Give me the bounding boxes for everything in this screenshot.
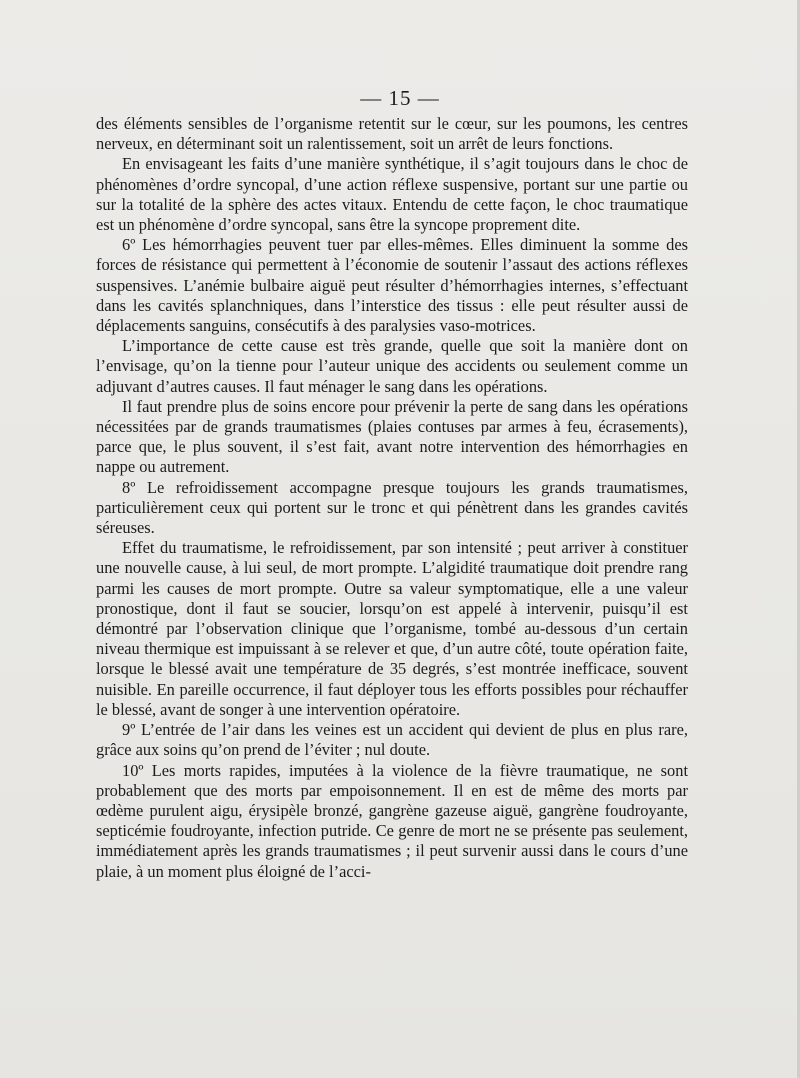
paragraph-hemorrhagies: 6º Les hémorrhagies peuvent tuer par elles-mêmes. Elles diminuent la somme des forces de résistance qui permettent à l’économie de soutenir l’assaut des actions réflexes suspensives. L’anémie bulbaire aiguë peut résulter d’hémorrhagies internes, s’effectuant dans les cavités splanchniques, dans l’interstice des tissus : elle peut résulter aussi de déplacements sanguins, consécutifs à des paralysies vaso-motrices. xyxy=(96,235,688,336)
paragraph-importance-cause: L’importance de cette cause est très grande, quelle que soit la manière dont on l’envisage, qu’on la tienne pour l’auteur unique des accidents ou seulement comme un adjuvant d’autres causes. Il faut ménager le sang dans les opérations. xyxy=(96,336,688,396)
paragraph-morts-rapides: 10º Les morts rapides, imputées à la violence de la fièvre traumatique, ne sont probablement que des morts par empoisonnement. Il en est de même des morts par œdème purulent aigu, érysipèle bronzé, gangrène gazeuse aiguë, gangrène foudroyante, septicémie foudroyante, infection putride. Ce genre de mort ne se présente pas seulement, immédiatement après les grands traumatismes ; il peut survenir aussi dans le cours d’une plaie, à un moment plus éloigné de l’acci- xyxy=(96,760,688,881)
body-text xyxy=(96,114,688,882)
paragraph-perte-de-sang: Il faut prendre plus de soins encore pour prévenir la perte de sang dans les opérations nécessitées par de grands traumatismes (plaies contuses par armes à feu, écrasements), parce que, le plus souvent, il s’est fait, avant notre intervention des hémorrhagies en nappe ou autrement. xyxy=(96,396,688,477)
page-number: — 15 — xyxy=(360,86,440,110)
paragraph-algidite-traumatique: Effet du traumatisme, le refroidissement, par son intensité ; peut arriver à constituer une nouvelle cause, à lui seul, de mort prompte. L’algidité traumatique doit prendre rang parmi les causes de mort prompte. Outre sa valeur symptomatique, elle a une valeur pronostique, dont il faut se soucier, lorsqu’on est appelé à intervenir, puisqu’il est démontré par l’observation clinique que l’organisme, tombé au-dessous d’un certain niveau thermique est impuissant à se relever et que, d’un autre côté, toute opération faite, lorsque le blessé avait une température de 35 degrés, s’est montrée inefficace, souvent nuisible. En pareille occurrence, il faut déployer tous les efforts possibles pour réchauffer le blessé, avant de songer à une intervention opératoire. xyxy=(96,538,688,719)
paragraph-continuation: des éléments sensibles de l’organisme retentit sur le cœur, sur les poumons, les centres nerveux, en déterminant soit un ralentissement, soit un arrêt de leurs fonctions. xyxy=(96,114,688,154)
paragraph-entree-air: 9º L’entrée de l’air dans les veines est un accident qui devient de plus en plus rare, grâce aux soins qu’on prend de l’éviter ; nul doute. xyxy=(96,720,688,760)
paragraph-refroidissement: 8º Le refroidissement accompagne presque toujours les grands traumatismes, particulièrement ceux qui portent sur le tronc et qui pénètrent dans les grandes cavités séreuses. xyxy=(96,477,688,538)
paragraph-choc-synthese: En envisageant les faits d’une manière synthétique, il s’agit toujours dans le choc de phénomènes d’ordre syncopal, d’une action réflexe suspensive, portant sur une partie ou sur la totalité de la sphère des actes vitaux. Entendu de cette façon, le choc traumatique est un phénomène d’ordre syncopal, sans être la syncope proprement dite. xyxy=(96,154,688,235)
